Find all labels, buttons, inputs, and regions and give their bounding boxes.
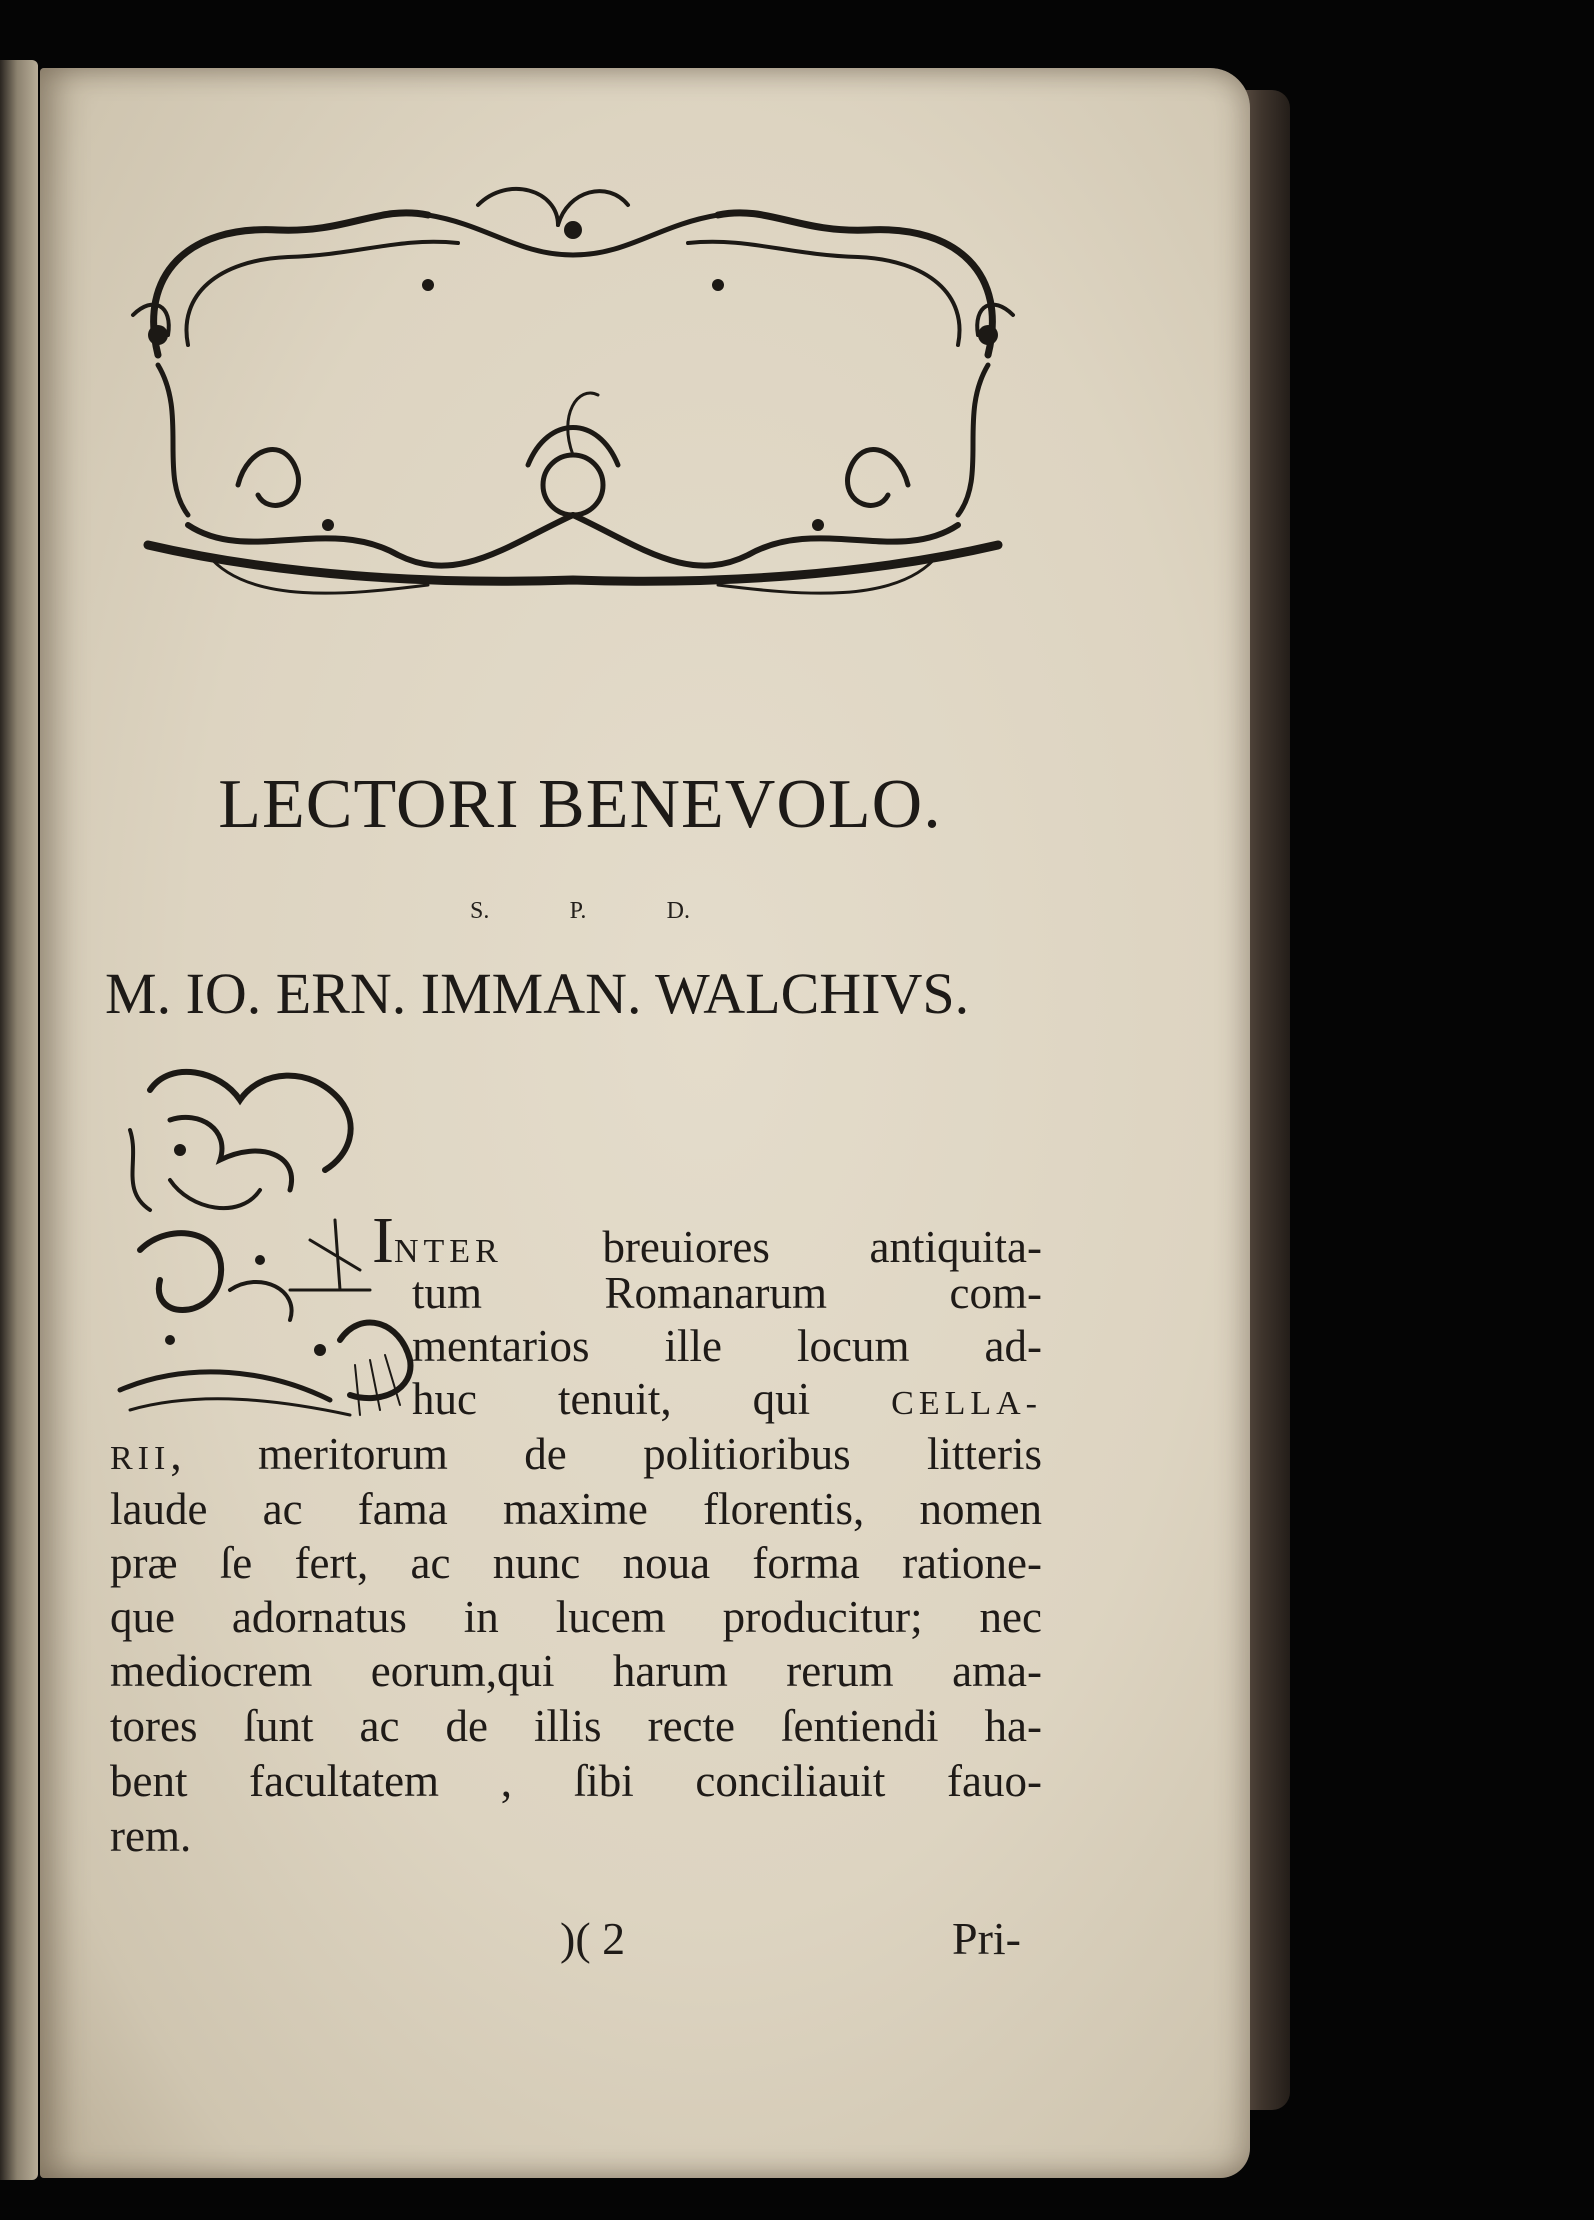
body-line-12 — [110, 1810, 1042, 1862]
body-text: bent facultatem , ſibi conciliauit fauo- — [110, 1756, 1042, 1806]
body-line-4 — [412, 1373, 1042, 1430]
heading-lectori-benevolo: LECTORI BENEVOLO. — [218, 766, 942, 843]
author-line: M. IO. ERN. IMMAN. WALCHIVS. — [105, 961, 970, 1026]
body-text: huc tenuit, qui — [412, 1374, 892, 1424]
catchword: Pri- — [952, 1913, 1021, 1964]
body-line-2 — [412, 1267, 1042, 1319]
body-line-11 — [110, 1755, 1042, 1807]
body-text: laude ac fama maxime florentis, nomen — [110, 1484, 1042, 1534]
body-text: rem. — [110, 1811, 192, 1861]
salutation-d: D. — [666, 898, 690, 924]
salutation-p: P. — [569, 898, 587, 924]
salutation-spd — [470, 898, 690, 925]
signature-mark: )( 2 — [560, 1913, 626, 1964]
rococo-headpiece-ornament — [128, 185, 1018, 625]
body-text: mentarios ille locum ad- — [412, 1321, 1042, 1371]
body-text: tum Romanarum com- — [412, 1268, 1042, 1318]
facing-page-edge — [0, 60, 38, 2180]
drop-initial: I — [372, 1204, 394, 1277]
salutation-s: S. — [470, 898, 490, 924]
body-line-5 — [110, 1428, 1042, 1485]
small-caps-cellarii: CELLA- — [891, 1385, 1042, 1422]
small-caps-rii: RII — [110, 1440, 171, 1477]
body-text: , meritorum de politioribus litteris — [170, 1429, 1042, 1479]
body-text: mediocrem eorum,qui harum rerum ama- — [110, 1646, 1042, 1696]
body-line-10 — [110, 1700, 1042, 1752]
body-text: breuiores antiquita- — [502, 1222, 1042, 1272]
body-line-6 — [110, 1483, 1042, 1535]
body-line-8 — [110, 1591, 1042, 1643]
small-caps-inter: NTER — [393, 1233, 503, 1270]
body-text: tores ſunt ac de illis recte ſentiendi ha- — [110, 1701, 1042, 1751]
body-text: que adornatus in lucem producitur; nec — [110, 1592, 1042, 1642]
body-line-3 — [412, 1320, 1042, 1372]
body-line-7 — [110, 1537, 1042, 1589]
body-text: præ ſe fert, ac nunc noua forma ratione- — [110, 1538, 1042, 1588]
body-line-9 — [110, 1645, 1042, 1697]
